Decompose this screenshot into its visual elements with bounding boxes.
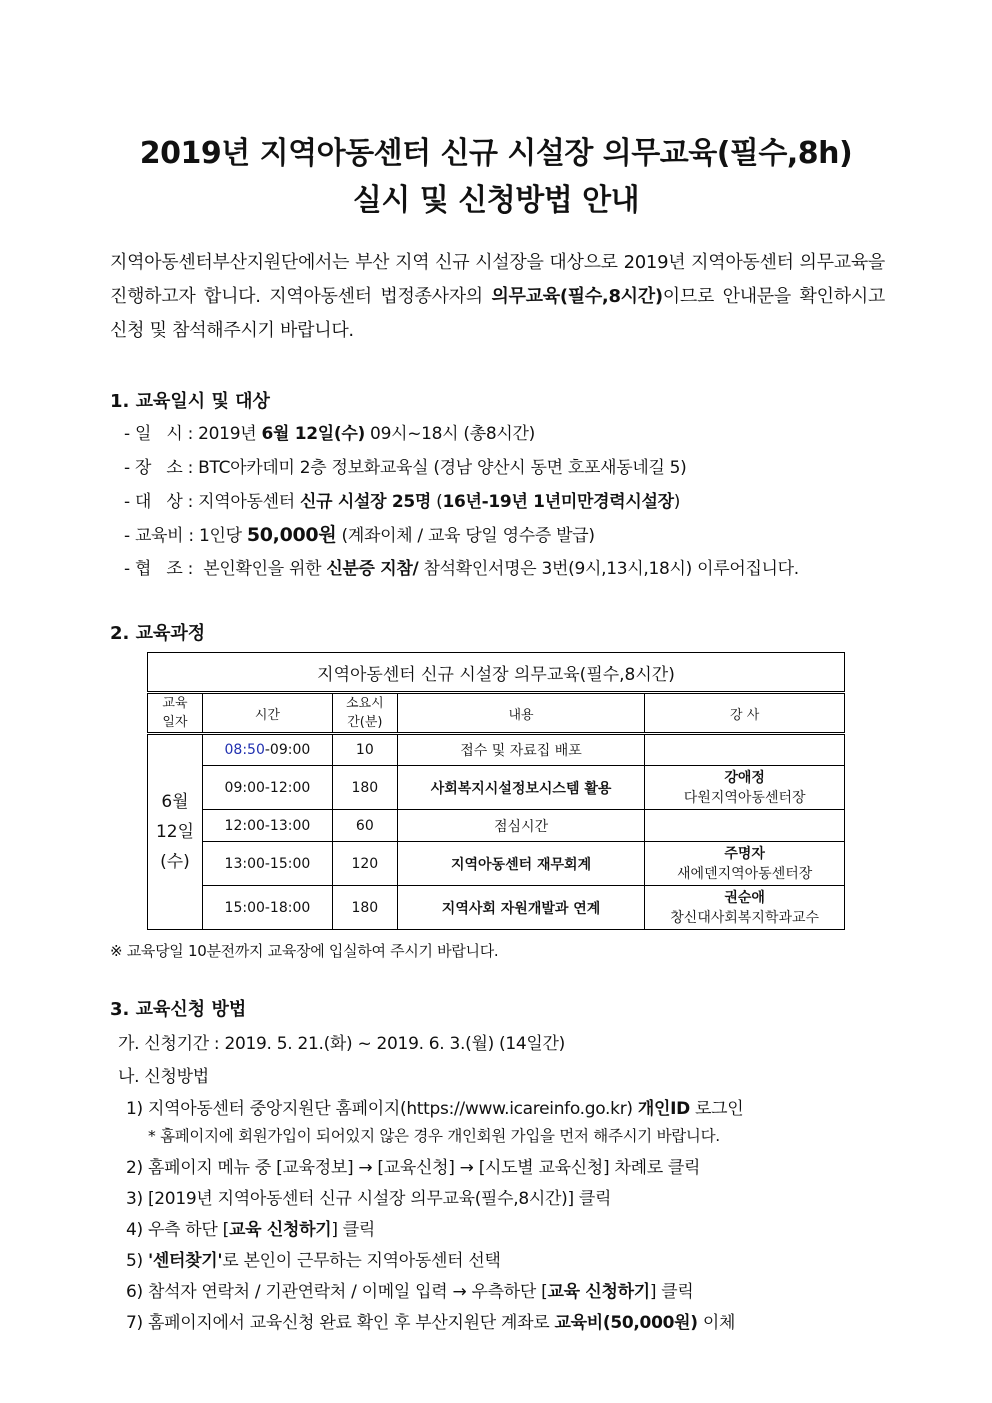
minutes-cell: 10 (332, 734, 397, 766)
header-minutes: 소요시 간(분) (332, 693, 397, 734)
section1-heading: 1. 교육일시 및 대상 (110, 391, 270, 412)
section3-heading: 3. 교육신청 방법 (110, 999, 247, 1020)
apply-period: 가. 신청기간 : 2019. 5. 21.(화) ~ 2019. 6. 3.(월) (14일간) (118, 1034, 565, 1054)
intro-paragraph: 지역아동센터부산지원단에서는 부산 지역 신규 시설장을 대상으로 2019년 지역아동센터 의무교육을 진행하고자 합니다. 지역아동센터 법정종사자의 의무교육(필수,8시간)이므로 안내문을 확인하시고 신청 및 참석해주시기 바랍니다. (110, 252, 885, 341)
minutes-cell: 60 (332, 810, 397, 842)
table-row (148, 766, 845, 810)
info-coop: - 협 조 : 본인확인을 위한 신분증 지참/ 참석확인서명은 3번(9시,13시,18시) 이루어집니다. (124, 559, 799, 579)
time-cell: 08:50-09:00 (202, 734, 332, 766)
section2-heading: 2. 교육과정 (110, 623, 206, 644)
title-line-1: 2019년 지역아동센터 신규 시설장 의무교육(필수,8h) (139, 136, 853, 171)
title-line-2: 실시 및 신청방법 안내 (352, 183, 640, 218)
schedule-table (147, 652, 845, 930)
content-cell: 지역아동센터 재무회계 (397, 842, 645, 886)
minutes-cell: 180 (332, 766, 397, 810)
step-1: 1) 지역아동센터 중앙지원단 홈페이지(https://www.icareinfo.go.kr) 개인ID 로그인 (126, 1099, 744, 1119)
info-place: - 장 소 : BTC아카데미 2층 정보화교육실 (경남 양산시 동면 호포새동네길 5) (124, 458, 687, 478)
info-fee: - 교육비 : 1인당 50,000원 (계좌이체 / 교육 당일 영수증 발급) (124, 524, 595, 546)
time-cell: 12:00-13:00 (202, 810, 332, 842)
apply-method: 나. 신청방법 (118, 1067, 209, 1087)
instructor-cell: 권순애 창신대사회복지학과교수 (645, 886, 845, 930)
instructor-cell: 강애정 다원지역아동센터장 (645, 766, 845, 810)
table-row (148, 810, 845, 842)
step-6: 6) 참석자 연락처 / 기관연락처 / 이메일 입력 → 우측하단 [교육 신청하기] 클릭 (126, 1282, 694, 1302)
instructor-cell (645, 810, 845, 842)
header-time: 시간 (202, 693, 332, 734)
date-cell: 6월 12일 (수) (148, 734, 203, 930)
minutes-cell: 120 (332, 842, 397, 886)
time-cell: 09:00-12:00 (202, 766, 332, 810)
table-caption: 지역아동센터 신규 시설장 의무교육(필수,8시간) (148, 653, 845, 693)
header-instructor: 강 사 (645, 693, 845, 734)
info-date: - 일 시 : 2019년 6월 12일(수) 09시~18시 (총8시간) (124, 424, 535, 444)
content-cell: 접수 및 자료집 배포 (397, 734, 645, 766)
header-date: 교육 일자 (148, 693, 203, 734)
step-5: 5) '센터찾기'로 본인이 근무하는 지역아동센터 선택 (126, 1251, 501, 1271)
instructor-cell (645, 734, 845, 766)
step-1-note: * 홈페이지에 회원가입이 되어있지 않은 경우 개인회원 가입을 먼저 해주시기 바랍니다. (148, 1127, 720, 1145)
content-cell: 사회복지시설정보시스템 활용 (397, 766, 645, 810)
table-row (148, 734, 845, 766)
time-cell: 15:00-18:00 (202, 886, 332, 930)
table-note: ※ 교육당일 10분전까지 교육장에 입실하여 주시기 바랍니다. (110, 942, 499, 960)
time-cell: 13:00-15:00 (202, 842, 332, 886)
content-cell: 지역사회 자원개발과 연계 (397, 886, 645, 930)
info-target: - 대 상 : 지역아동센터 신규 시설장 25명 (16년-19년 1년미만경력시설장) (124, 492, 681, 512)
header-content: 내용 (397, 693, 645, 734)
step-3: 3) [2019년 지역아동센터 신규 시설장 의무교육(필수,8시간)] 클릭 (126, 1189, 612, 1209)
table-row (148, 842, 845, 886)
step-7: 7) 홈페이지에서 교육신청 완료 확인 후 부산지원단 계좌로 교육비(50,000원) 이체 (126, 1313, 736, 1333)
step-2: 2) 홈페이지 메뉴 중 [교육정보] → [교육신청] → [시도별 교육신청] 차례로 클릭 (126, 1158, 701, 1178)
content-cell: 점심시간 (397, 810, 645, 842)
table-row (148, 886, 845, 930)
step-4: 4) 우측 하단 [교육 신청하기] 클릭 (126, 1220, 376, 1240)
minutes-cell: 180 (332, 886, 397, 930)
instructor-cell: 주명자 새에덴지역아동센터장 (645, 842, 845, 886)
